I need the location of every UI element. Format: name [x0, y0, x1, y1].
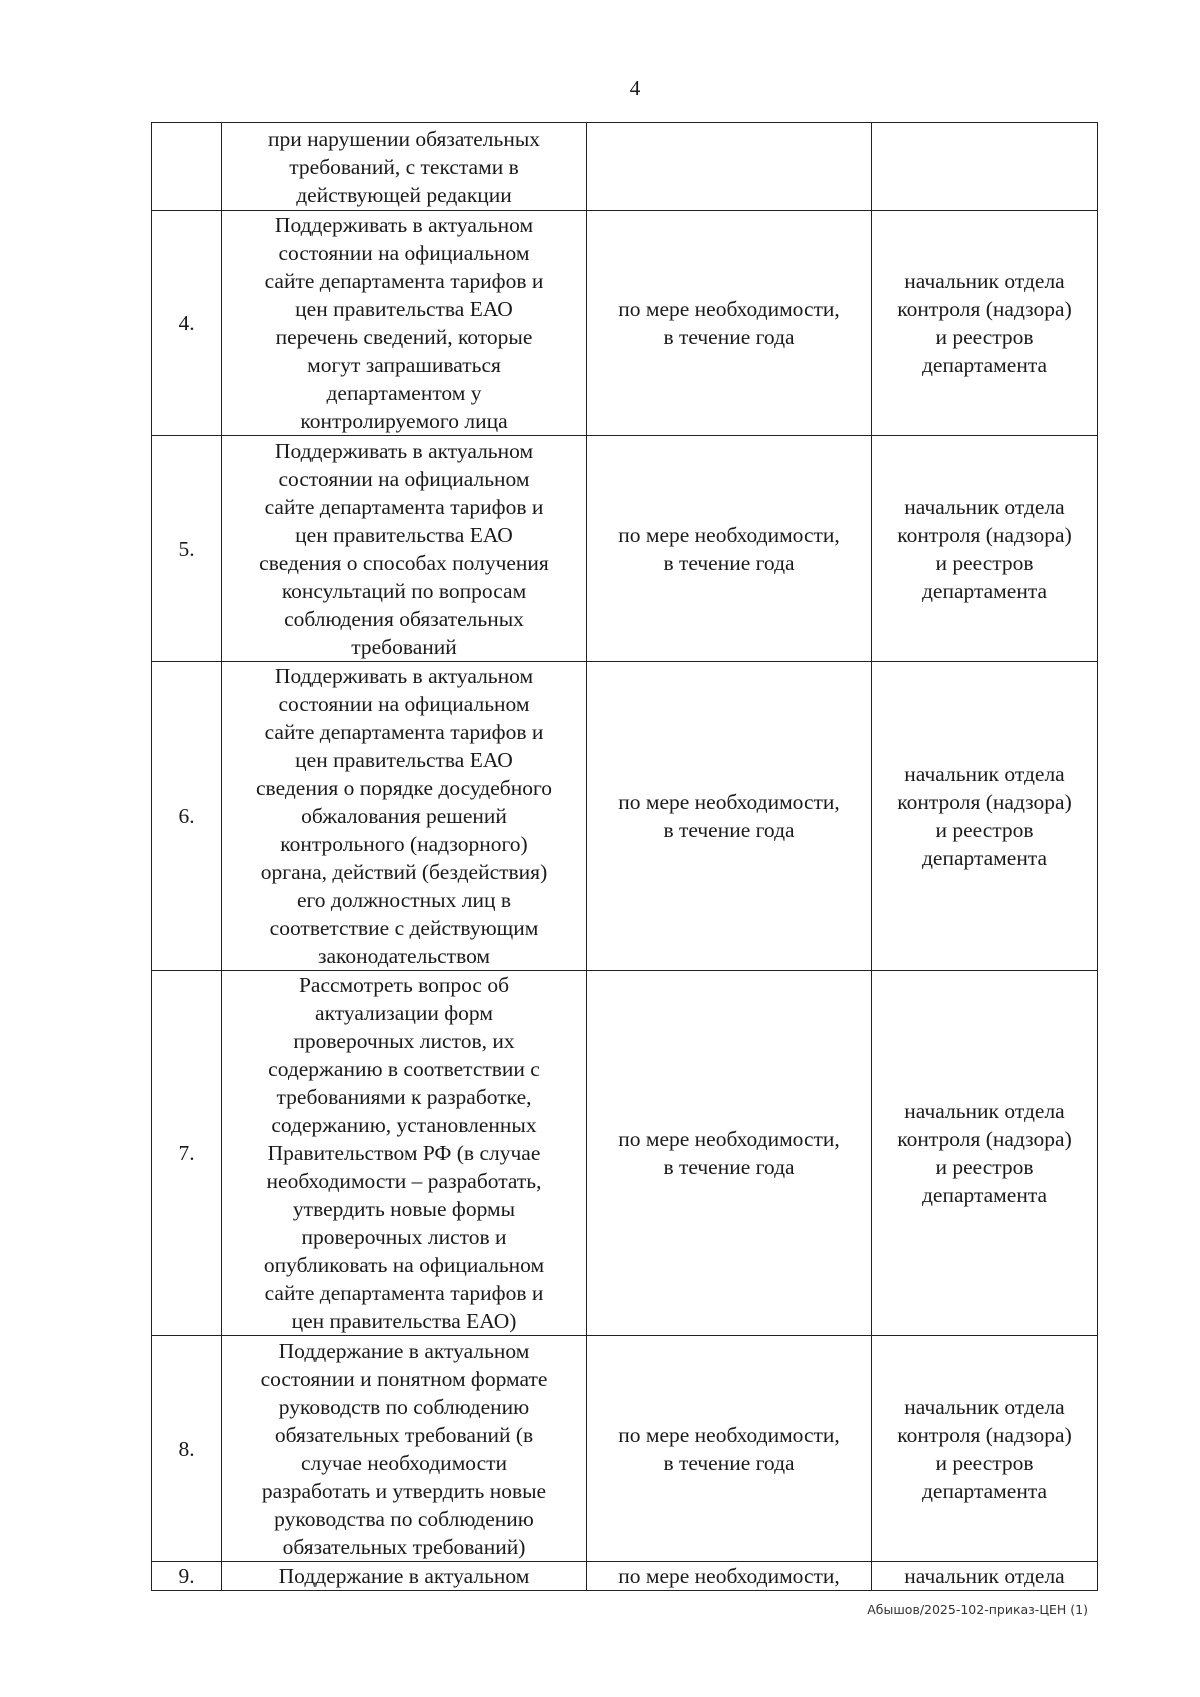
action-cell: Поддерживать в актуальном состоянии на официальном сайте департамента тарифов и цен правительства ЕАО перечень сведений, которые могут запрашиваться департаментом у контролируемого лица	[222, 211, 587, 436]
deadline-cell: по мере необходимости,	[587, 1562, 872, 1591]
row-number-cell: 6.	[152, 662, 222, 971]
responsible-cell: начальник отдела контроля (надзора) и реестров департамента	[872, 971, 1098, 1336]
action-cell: Рассмотреть вопрос об актуализации форм проверочных листов, их содержанию в соответствии с требованиями к разработке, содержанию, установленных Правительством РФ (в случае необходимости – разработать, утвердить новые формы проверочных листов и опубликовать на официальном сайте департамента тарифов и цен правительства ЕАО)	[222, 971, 587, 1336]
deadline-cell: по мере необходимости, в течение года	[587, 1336, 872, 1562]
deadline-cell	[587, 123, 872, 211]
responsible-cell: начальник отдела контроля (надзора) и реестров департамента	[872, 662, 1098, 971]
table-row	[152, 436, 1098, 662]
table-row	[152, 971, 1098, 1336]
action-cell: Поддерживать в актуальном состоянии на официальном сайте департамента тарифов и цен правительства ЕАО сведения о порядке досудебного обжалования решений контрольного (надзорного) органа, действий (бездействия) его должностных лиц в соответствие с действующим законодательством	[222, 662, 587, 971]
table-row	[152, 1562, 1098, 1591]
row-number-cell: 4.	[152, 211, 222, 436]
page-number: 4	[629, 76, 641, 100]
action-cell: при нарушении обязательных требований, с текстами в действующей редакции	[222, 123, 587, 211]
deadline-cell: по мере необходимости, в течение года	[587, 211, 872, 436]
row-number-cell: 7.	[152, 971, 222, 1336]
table-row	[152, 1336, 1098, 1562]
table-row	[152, 662, 1098, 971]
row-number-cell: 5.	[152, 436, 222, 662]
row-number-cell	[152, 123, 222, 211]
responsible-cell: начальник отдела контроля (надзора) и реестров департамента	[872, 436, 1098, 662]
responsible-cell: начальник отдела	[872, 1562, 1098, 1591]
responsible-cell: начальник отдела контроля (надзора) и реестров департамента	[872, 1336, 1098, 1562]
table-row	[152, 123, 1098, 211]
deadline-cell: по мере необходимости, в течение года	[587, 436, 872, 662]
row-number-cell: 8.	[152, 1336, 222, 1562]
measures-table	[151, 122, 1098, 1591]
action-cell: Поддержание в актуальном	[222, 1562, 587, 1591]
responsible-cell	[872, 123, 1098, 211]
action-cell: Поддерживать в актуальном состоянии на официальном сайте департамента тарифов и цен правительства ЕАО сведения о способах получения консультаций по вопросам соблюдения обязательных требований	[222, 436, 587, 662]
deadline-cell: по мере необходимости, в течение года	[587, 662, 872, 971]
responsible-cell: начальник отдела контроля (надзора) и реестров департамента	[872, 211, 1098, 436]
row-number-cell: 9.	[152, 1562, 222, 1591]
action-cell: Поддержание в актуальном состоянии и понятном формате руководств по соблюдению обязательных требований (в случае необходимости разработать и утвердить новые руководства по соблюдению обязательных требований)	[222, 1336, 587, 1562]
deadline-cell: по мере необходимости, в течение года	[587, 971, 872, 1336]
table-row	[152, 211, 1098, 436]
document-footer-id: Абышов/2025-102-приказ-ЦЕН (1)	[867, 1602, 1088, 1617]
